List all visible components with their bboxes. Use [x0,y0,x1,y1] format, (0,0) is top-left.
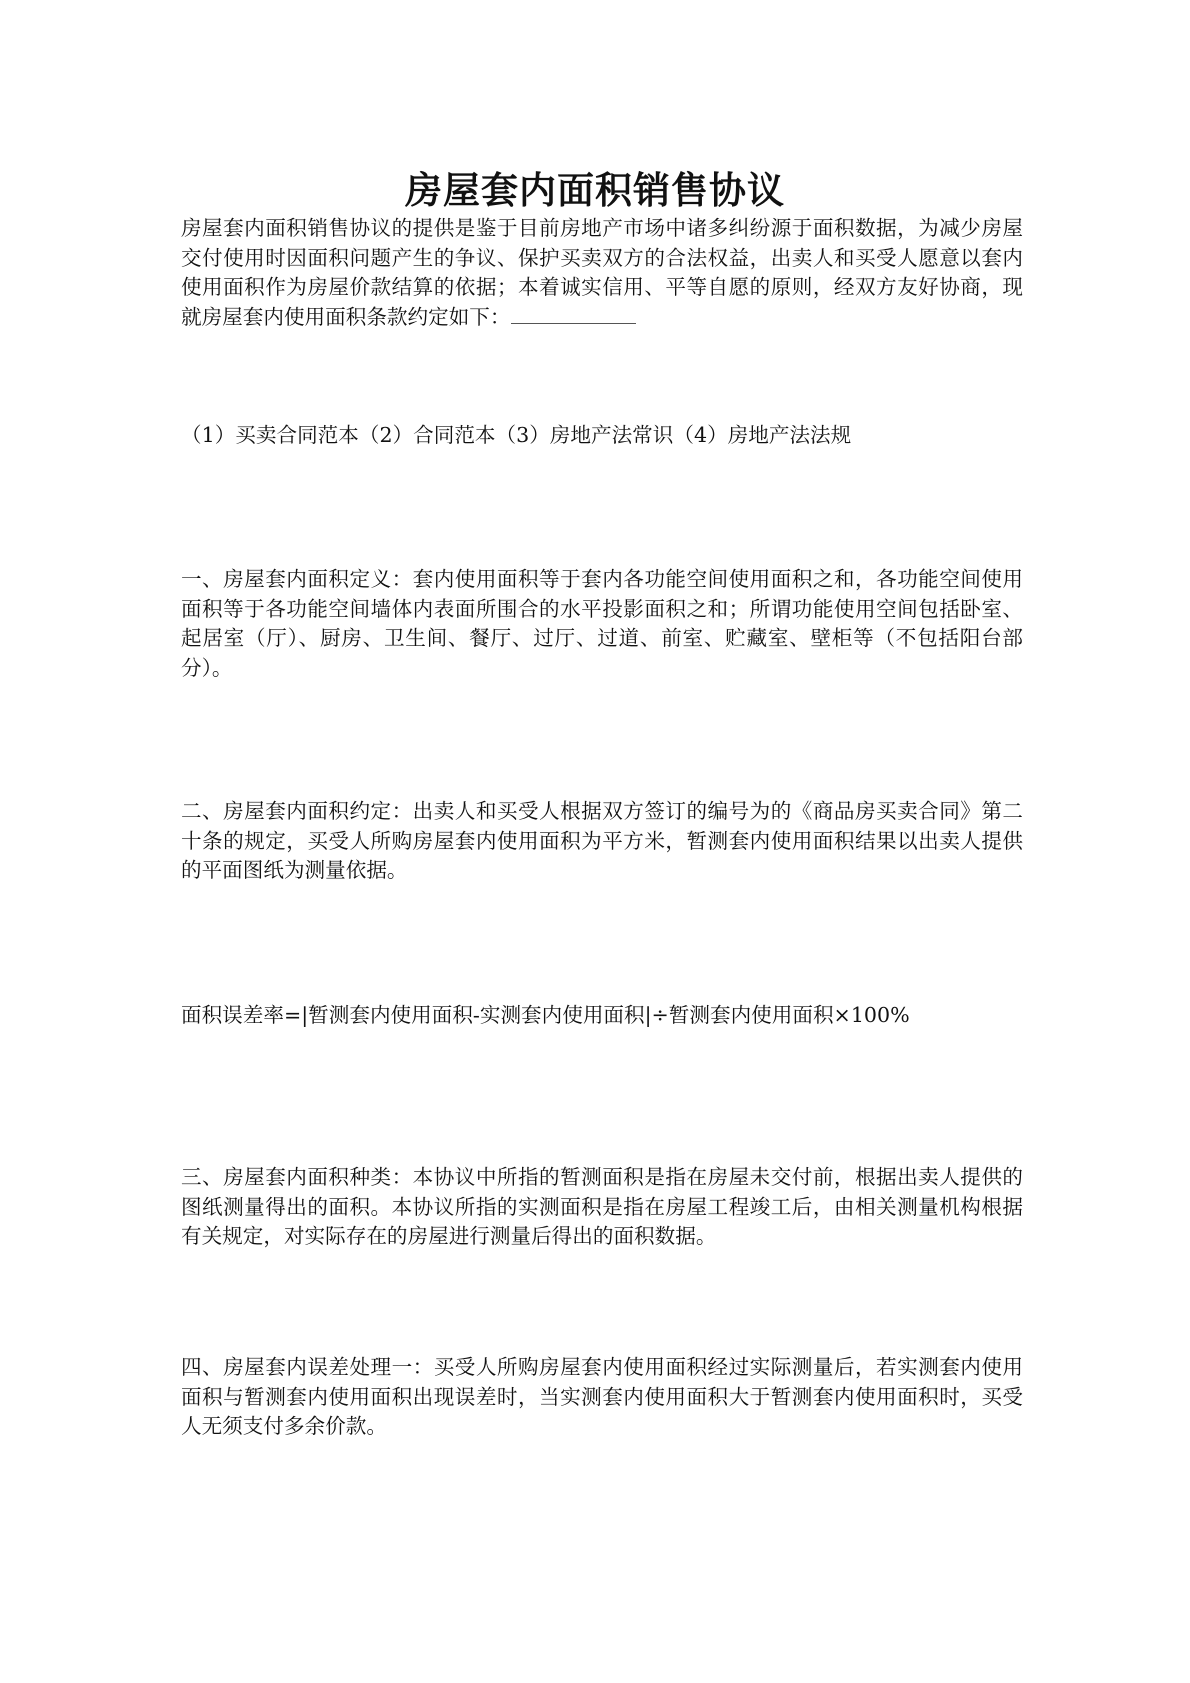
category-links: （1）买卖合同范本（2）合同范本（3）房地产法常识（4）房地产法法规 [181,423,852,447]
section-4-error-handling: 四、房屋套内误差处理一：买受人所购房屋套内使用面积经过实际测量后，若实测套内使用面积与暂测套内使用面积出现误差时，当实测套内使用面积大于暂测套内使用面积时，买受人无须支付多余价款。 [181,1355,1023,1438]
intro-text: 房屋套内面积销售协议的提供是鉴于目前房地产市场中诸多纠纷源于面积数据，为减少房屋交付使用时因面积问题产生的争议、保护买卖双方的合法权益，出卖人和买受人愿意以套内使用面积作为房屋价款结算的依据；本着诚实信用、平等自愿的原则，经双方友好协商，现就房屋套内使用面积条款约定如下： [181,216,1023,329]
section-1-definition: 一、房屋套内面积定义：套内使用面积等于套内各功能空间使用面积之和，各功能空间使用面积等于各功能空间墙体内表面所围合的水平投影面积之和；所谓功能使用空间包括卧室、起居室（厅）、厨房、卫生间、餐厅、过厅、过道、前室、贮藏室、壁柜等（不包括阳台部分）。 [181,567,1023,680]
intro-paragraph [181,214,1023,332]
document-title: 房屋套内面积销售协议 [405,168,785,212]
section-3-types: 三、房屋套内面积种类：本协议中所指的暂测面积是指在房屋未交付前，根据出卖人提供的图纸测量得出的面积。本协议所指的实测面积是指在房屋工程竣工后，由相关测量机构根据有关规定，对实际存在的房屋进行测量后得出的面积数据。 [181,1165,1023,1248]
section-2-agreement: 二、房屋套内面积约定：出卖人和买受人根据双方签订的编号为的《商品房买卖合同》第二十条的规定，买受人所购房屋套内使用面积为平方米，暂测套内使用面积结果以出卖人提供的平面图纸为测量依据。 [181,799,1023,882]
fill-in-blank [511,305,636,324]
error-rate-formula: 面积误差率=|暂测套内使用面积-实测套内使用面积|÷暂测套内使用面积×100% [181,1003,910,1027]
